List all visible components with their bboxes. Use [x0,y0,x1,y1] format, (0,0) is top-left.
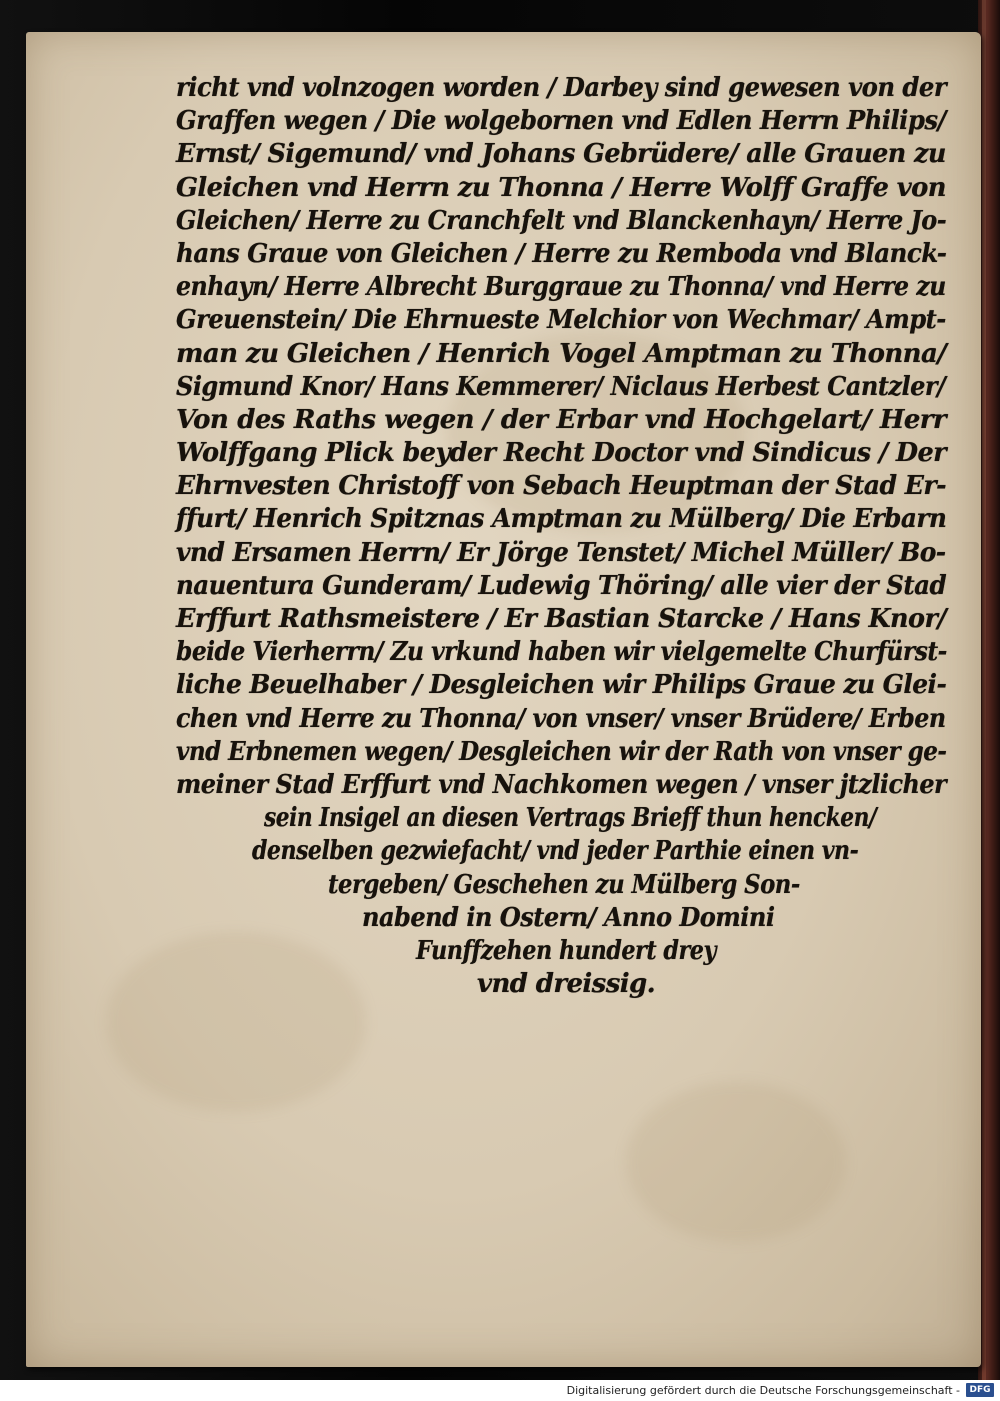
text-line: sein Insigel an diesen Vertrags Brieff thun hencken/ [264,803,877,834]
text-line: Ernst/ Sigemund/ vnd Johans Gebrüdere/ alle Grauen zu [176,139,946,170]
text-line: ffurt/ Henrich Spitznas Amptman zu Mülberg/ Die Erbarn [176,504,947,535]
text-line: denselben gezwiefacht/ vnd jeder Parthie einen vn- [252,836,859,867]
text-line: liche Beuelhaber / Desgleichen wir Philips Graue zu Glei- [176,670,947,701]
paper-page [26,32,981,1367]
text-line: Graffen wegen / Die wolgebornen vnd Edlen Herrn Philips/ [176,106,946,137]
text-line: Erffurt Rathsmeistere / Er Bastian Starcke / Hans Knor/ [176,604,947,634]
text-line: tergeben/ Geschehen zu Mülberg Son- [328,869,800,900]
text-line: vnd dreissig. [476,969,656,1000]
text-line: meiner Stad Erffurt vnd Nachkomen wegen / vnser jtzlicher [176,769,947,800]
text-line: Gleichen vnd Herrn zu Thonna / Herre Wolff Graffe von [176,172,946,203]
text-line: Ehrnvesten Christoff von Sebach Heuptman der Stad Er- [176,471,946,502]
text-line: Von des Raths wegen / der Erbar vnd Hochgelart/ Herr [176,404,946,435]
text-line: man zu Gleichen / Henrich Vogel Amptman zu Thonna/ [176,338,947,369]
body-text [176,72,946,1001]
text-line: vnd Ersamen Herrn/ Er Jörge Tenstet/ Michel Müller/ Bo- [176,537,946,568]
binding-strip [982,0,986,1380]
footer-bar [0,1380,1000,1401]
funding-credit: Digitalisierung gefördert durch die Deutsche Forschungsgemeinschaft - [566,1384,960,1397]
text-line: chen vnd Herre zu Thonna/ von vnser/ vnser Brüdere/ Erben [176,703,946,734]
text-line: nauentura Gunderam/ Ludewig Thöring/ alle vier der Stad [176,570,947,601]
text-line: vnd Erbnemen wegen/ Desgleichen wir der Rath von vnser ge- [176,736,947,767]
text-line: richt vnd volnzogen worden / Darbey sind gewesen von der [176,73,947,103]
paper-stain [626,1082,846,1242]
text-line: Wolffgang Plick beyder Recht Doctor vnd Sindicus / Der [176,438,946,469]
text-line: nabend in Ostern/ Anno Domini [362,902,775,933]
text-line: Gleichen/ Herre zu Cranchfelt vnd Blanckenhayn/ Herre Jo- [176,205,947,236]
text-line: Greuenstein/ Die Ehrnueste Melchior von Wechmar/ Ampt- [176,305,946,336]
text-line: Funffzehen hundert drey [416,935,716,966]
text-line: beide Vierherrn/ Zu vrkund haben wir vielgemelte Churfürst- [176,637,947,668]
dfg-logo: DFG [966,1383,994,1397]
text-line: hans Graue von Gleichen / Herre zu Remboda vnd Blanck- [176,238,947,269]
text-line: enhayn/ Herre Albrecht Burggraue zu Thonna/ vnd Herre zu [176,272,946,303]
text-line: Sigmund Knor/ Hans Kemmerer/ Niclaus Herbest Cantzler/ [176,371,946,402]
